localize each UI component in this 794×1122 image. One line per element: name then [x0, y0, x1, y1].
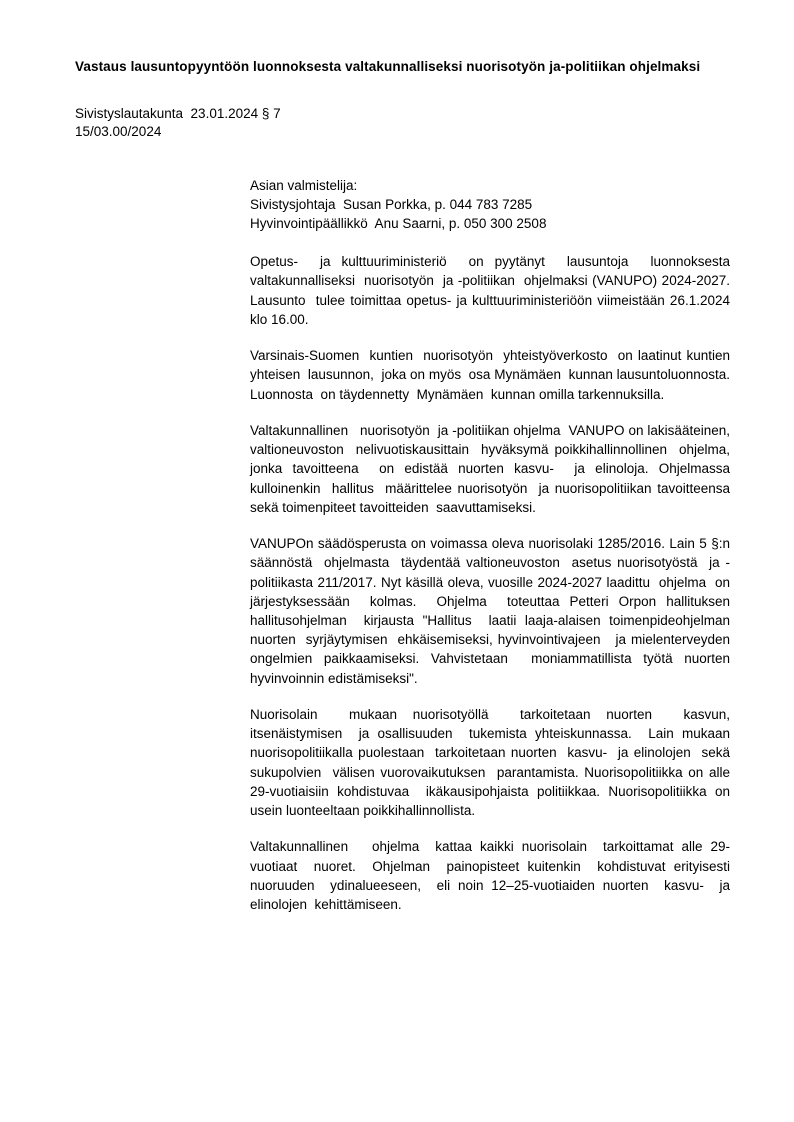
document-meta	[75, 105, 730, 142]
body-paragraph: VANUPOn säädösperusta on voimassa oleva nuorisolaki 1285/2016. Lain 5 §:n säännöstä ohjelmasta täydentää valtioneuvoston asetus nuorisotyöstä ja -politiikasta 211/2017. Nyt käsillä oleva, vuosille 2024-2027 laadittu ohjelma on järjestyksessään kolmas. Ohjelma toteuttaa Petteri Orpon hallituksen hallitusohjelman kirjausta "Hallitus laatii laaja-alaisen toimenpideohjelman nuorten syrjäytymisen ehkäisemiseksi, hyvinvointivajeen ja mielenterveyden ongelmien paikkaamiseksi. Vahvistetaan moniammatillista työtä nuorten hyvinvoinnin edistämiseksi".	[250, 536, 738, 686]
preparer-heading: Asian valmistelija:	[250, 177, 358, 193]
preparer-block	[250, 176, 730, 233]
body-paragraph: Valtakunnallinen ohjelma kattaa kaikki nuorisolain tarkoittamat alle 29-vuotiaat nuoret. Ohjelman painopisteet kuitenkin kohdistuvat erityisesti nuoruuden ydinalueeseen, eli noin 12–25-vuotiaiden nuorten kasvu- ja elinolojen kehittämiseen.	[250, 839, 734, 913]
meta-committee-date: Sivistyslautakunta 23.01.2024 § 7	[75, 105, 281, 121]
preparer-person-2: Hyvinvointipäällikkö Anu Saarni, p. 050 300 2508	[250, 216, 547, 232]
body-paragraph: Valtakunnallinen nuorisotyön ja -politiikan ohjelma VANUPO on lakisääteinen, valtioneuvoston nelivuotiskausittain hyväksymä poikkihallinnollinen ohjelma, jonka tavoitteena on edistää nuorten kasvu- ja elinoloja. Ohjelmassa kulloinenkin hallitus määrittelee nuorisotyön ja nuorisopolitiikan tavoitteensa sekä toimenpiteet tavoitteiden saavuttamiseksi.	[250, 422, 738, 515]
page-title: Vastaus lausuntopyyntöön luonnoksesta valtakunnalliseksi nuorisotyön ja-politiikan ohjelmaksi	[75, 59, 701, 74]
body-paragraph: Opetus- ja kulttuuriministeriö on pyytänyt lausuntoja luonnoksesta valtakunnalliseksi nuorisotyön ja -politiikan ohjelmaksi (VANUPO) 2024-2027. Lausunto tulee toimittaa opetus- ja kulttuuriministeriöön viimeistään 26.1.2024 klo 16.00.	[250, 254, 734, 327]
meta-case-number: 15/03.00/2024	[75, 124, 162, 140]
document-body	[250, 176, 742, 915]
preparer-person-1: Sivistysjohtaja Susan Porkka, p. 044 783 7285	[250, 196, 533, 212]
body-paragraph: Varsinais-Suomen kuntien nuorisotyön yhteistyöverkosto on laatinut kuntien yhteisen lausunnon, joka on myös osa Mynämäen kunnan lausuntoluonnosta. Luonnosta on täydennetty Mynämäen kunnan omilla tarkennuksilla.	[250, 348, 742, 402]
body-paragraph: Nuorisolain mukaan nuorisotyöllä tarkoitetaan nuorten kasvun, itsenäistymisen ja osallisuuden tukemista yhteiskunnassa. Lain mukaan nuorisopolitiikalla puolestaan tarkoitetaan nuorten kasvu- ja elinolojen sekä sukupolvien välisen vuorovaikutuksen parantamista. Nuorisopolitiikka on alle 29-vuotiaisiin kohdistuvaa ikäkausipohjaista politiikkaa. Nuorisopolitiikka on usein luonteeltaan poikkihallinnollista.	[250, 706, 738, 819]
